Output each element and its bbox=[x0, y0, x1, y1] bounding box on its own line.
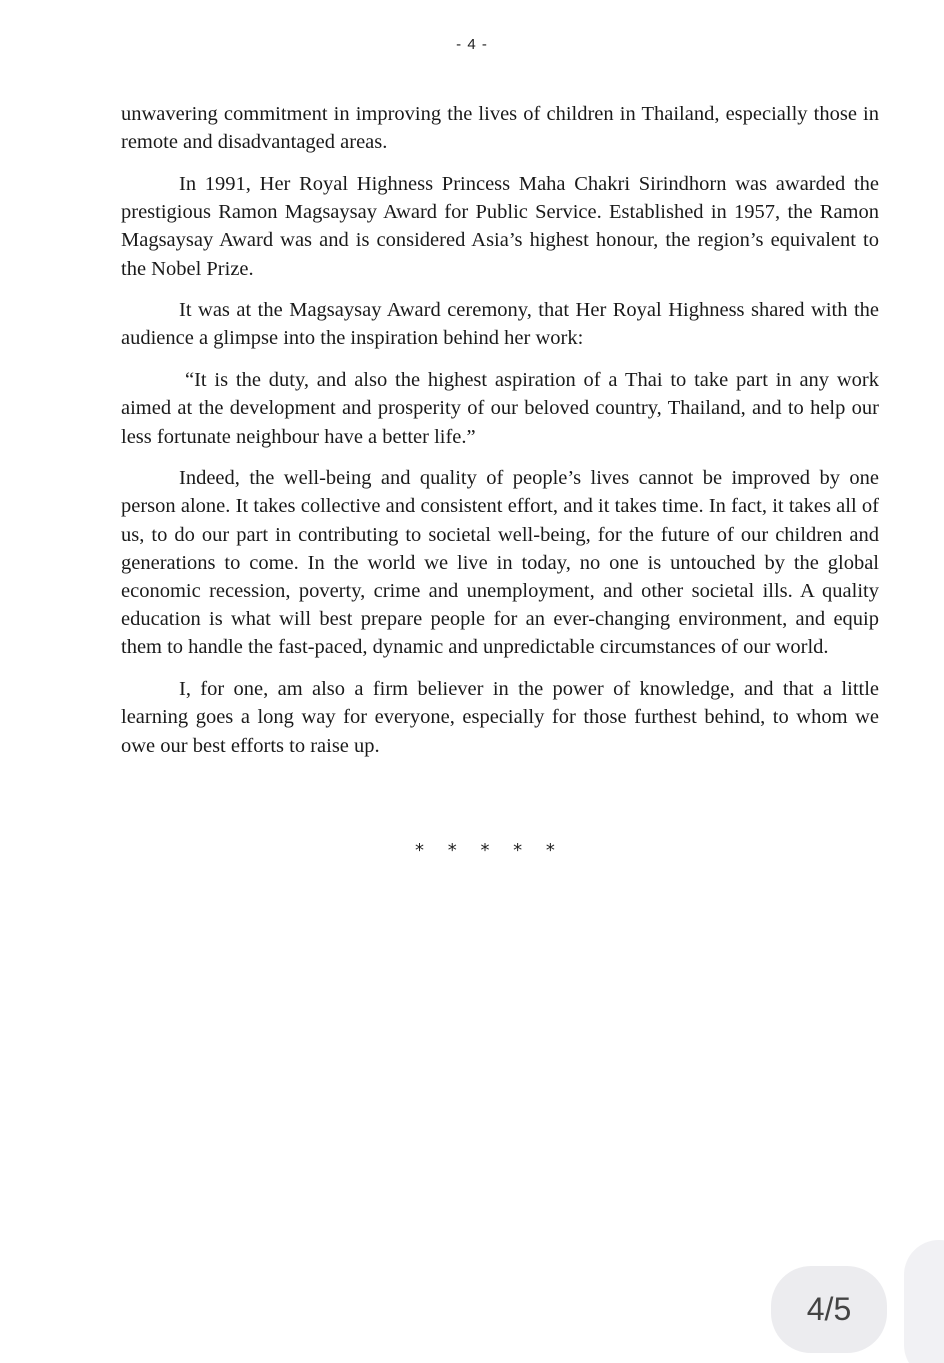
page-number: - 4 - bbox=[456, 36, 488, 53]
paragraph-ceremony: It was at the Magsaysay Award ceremony, that Her Royal Highness shared with the audience a glimpse into the inspiration behind her work: bbox=[121, 299, 879, 350]
paragraph-well-being: Indeed, the well-being and quality of people’s lives cannot be improved by one person alone. It takes collective and consistent effort, and it takes time. In fact, it takes all of us, to do our part in contributing to societal well-being, for the future of our children and generations to come. In the world we live in today, no one is untouched by the global economic recession, poverty, crime and unemployment, and other societal ills. A quality education is what will best prepare people for an ever-changing environment, and equip them to handle the fast-paced, dynamic and unpredictable circumstances of our world. bbox=[121, 467, 879, 659]
paragraph-quote: “It is the duty, and also the highest aspiration of a Thai to take part in any work aimed at the development and prosperity of our beloved country, Thailand, and to help our less fortunate neighbour have a better life.” bbox=[121, 369, 879, 448]
section-separator: * * * * * bbox=[415, 840, 557, 861]
paragraph-knowledge: I, for one, am also a firm believer in the power of knowledge, and that a little learning goes a long way for everyone, especially for those furthest behind, to whom we owe our best efforts to raise up. bbox=[121, 678, 879, 757]
scroll-edge bbox=[904, 1240, 944, 1363]
page-counter-badge: 4/5 bbox=[771, 1266, 887, 1353]
paragraph-magsaysay-award: In 1991, Her Royal Highness Princess Maha Chakri Sirindhorn was awarded the prestigious Ramon Magsaysay Award for Public Service. Established in 1957, the Ramon Magsaysay Award was and is considered Asia’s highest honour, the region’s equivalent to the Nobel Prize. bbox=[121, 172, 879, 280]
document-body bbox=[121, 100, 879, 773]
paragraph-continuation: unwavering commitment in improving the lives of children in Thailand, especially those in remote and disadvantaged areas. bbox=[121, 103, 879, 154]
